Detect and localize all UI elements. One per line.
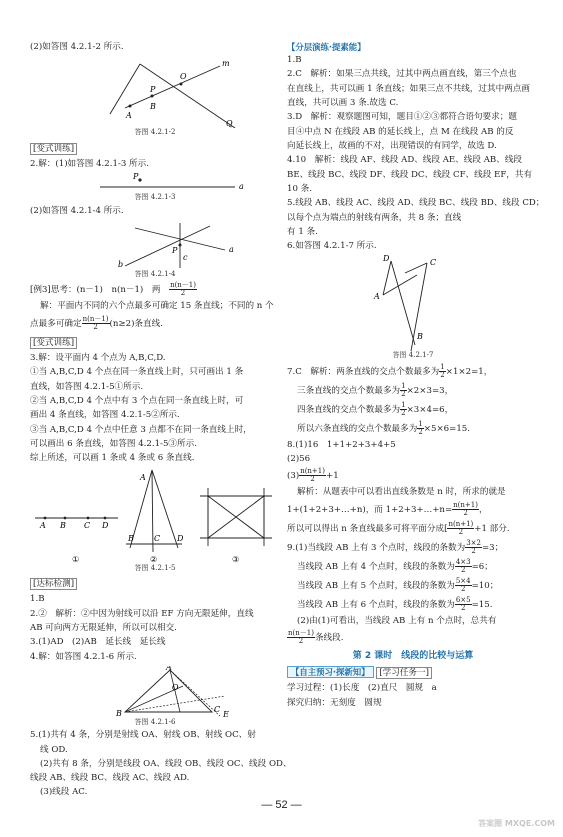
figure-label: P <box>172 246 178 256</box>
fraction: $\frac{5\times 4}{2}$ <box>455 576 471 593</box>
figure-label: E <box>223 709 229 718</box>
figure-label: O <box>172 682 179 692</box>
section-label: [学习任务一] <box>376 667 432 679</box>
figure-label: a <box>239 182 244 192</box>
fraction: $\frac{n(n+1)}{2}$ <box>300 467 325 484</box>
text-line: 当线段 AB 上有 5 个点时，线段的条数为 $\frac{5\times 4}{2}$ =10； <box>297 576 499 593</box>
fraction: $\frac{n(n+1)}{2}$ <box>448 519 474 536</box>
text-line: 可以画出 6 条直线，如答图 4.2.1-5③所示. <box>30 438 197 449</box>
fraction: $\frac{1}{2}$ <box>401 400 406 417</box>
figure-label: Q <box>226 119 233 129</box>
figure-label: C <box>84 520 91 530</box>
figure-number: ① <box>72 554 80 564</box>
figure-label: b <box>118 260 124 270</box>
text-line: 1+(1+2+3+…+n)，而 1+2+3+…+n= $\frac{n(n+1)}{2}$ ， <box>287 500 488 517</box>
text-line: 所以六条直线的交点个数最多为 $\frac{1}{2}$ ×5×6=15. <box>297 419 471 436</box>
text-line: 探究归纳：无刻度 圆规 <box>287 697 382 708</box>
figure-label: C <box>430 258 437 268</box>
fraction: $\frac{3\times 2}{2}$ <box>466 538 481 555</box>
figure-label: P <box>133 173 139 182</box>
text-line: (2)共有 8 条，分别是线段 OA、线段 OB、线段 OC、线段 OD、 <box>40 758 292 769</box>
text-line: (2)由(1)可看出，当线段 AB 上有 n 个点时，总共有 <box>297 615 497 626</box>
fraction: $\frac{4\times 3}{2}$ <box>455 557 471 574</box>
text-line: 学习过程：(1)长度 (2)直尺 圆规 a <box>287 683 437 694</box>
text-line: 线段 AB、线段 BC、线段 AC、线段 AD. <box>30 773 190 784</box>
text-line: 目④中点 N 在线段 AB 的延长线上，点 M 在线段 AB 的反 <box>287 126 514 137</box>
lesson-title: 第 2 课时 线段的比较与运算 <box>352 651 474 662</box>
section-header: 【自主预习·探新知】 <box>287 666 374 678</box>
fraction: $\frac{1}{2}$ <box>440 362 445 379</box>
text-line: BE、线段 BC、线段 DF、线段 DC、线段 CF、线段 EF，共有 <box>287 169 533 180</box>
fraction: $\frac{n(n-1)}{2}$ <box>82 314 109 331</box>
figure-4-2-1-2 <box>30 56 280 128</box>
fraction: $\frac{n(n+1)}{2}$ <box>453 500 478 517</box>
text-line: 解：平面内不同的六个点最多可确定 15 条直线；不同的 n 个 <box>40 301 274 312</box>
text-line: 8.(1)16 1+1+2+3+4+5 <box>287 439 396 450</box>
text-line: 7.C 解析：两条直线的交点个数最多为 $\frac{1}{2}$ ×1×2=1， <box>287 362 493 379</box>
text-line: 解析：从题表中可以看出直线条数是 n 时，所求的就是 <box>297 487 506 498</box>
text-line: 综上所述，可以画 1 条或 4 条或 6 条直线. <box>30 453 195 464</box>
text-line: 4.10 解析：线段 AF、线段 AD、线段 AE、线段 AB、线段 <box>287 155 523 166</box>
text-line: 10 条. <box>287 183 312 194</box>
figure-label: A <box>40 520 46 530</box>
figure-label: C <box>214 704 221 714</box>
figure-label: D <box>177 533 184 543</box>
figure-caption: 答图 4.2.1-6 <box>134 717 176 726</box>
figure-caption: 答图 4.2.1-3 <box>134 193 176 202</box>
figure-label: D <box>102 520 109 530</box>
figure-label: A <box>374 292 380 302</box>
figure-caption: 答图 4.2.1-2 <box>134 128 176 137</box>
figure-label: P <box>150 85 156 95</box>
figure-label: C <box>154 533 161 543</box>
watermark: 答案圈 MXQE.COM <box>478 819 555 829</box>
figure-4-2-1-3 <box>30 173 280 193</box>
text-line: 3.解：设平面内 4 个点为 A,B,C,D. <box>30 353 166 364</box>
fraction: $\frac{1}{2}$ <box>418 419 423 436</box>
text-line: ③当 A,B,C,D 4 个点中任意 3 点都不在同一条直线上时， <box>30 424 252 435</box>
text-line: 当线段 AB 上有 4 个点时，线段的条数为 $\frac{4\times 3}{2}$ =6； <box>297 557 493 574</box>
text-line: 画出 4 条直线，如答图 4.2.1-5②所示. <box>30 410 180 421</box>
fraction: $\frac{n(n-1)}{2}$ <box>170 281 196 298</box>
fraction: $\frac{1}{2}$ <box>401 381 406 398</box>
figure-4-2-1-4 <box>30 220 280 270</box>
figure-caption: 答图 4.2.1-7 <box>392 351 434 360</box>
text-line: 5.(1)共有 4 条，分别是射线 OA、射线 OB、射线 OC、射 <box>30 730 256 741</box>
figure-caption: 答图 4.2.1-4 <box>134 270 176 279</box>
section-label: [达标检测] <box>30 578 77 590</box>
section-label: [变式训练] <box>30 143 77 155</box>
text-line: 以每个点为端点的射线有两条，共 8 条；直线 <box>287 212 462 223</box>
text-line: 1.B <box>287 55 302 66</box>
left-column <box>30 42 292 802</box>
figure-label: a <box>229 245 234 255</box>
text-line: 2.解：(1)如答图 4.2.1-3 所示. <box>30 159 149 170</box>
figure-label: B <box>417 332 423 342</box>
fraction: $\frac{n(n-1)}{2}$ <box>288 629 314 646</box>
section-label: [变式训练] <box>30 337 77 349</box>
example-3-line: [例3]思考：(n－1) n(n－1) 两 $\frac{n(n-1)}{2}$ <box>30 281 196 298</box>
figure-label: A <box>166 665 172 672</box>
text-line: (2)56 <box>287 454 311 465</box>
text-line: 三条直线的交点个数最多为 $\frac{1}{2}$ ×2×3=3， <box>297 381 454 398</box>
text-line: 9.(1)当线段 AB 上有 3 个点时，线段的条数为 $\frac{3\times 2}{2}$ =3； <box>287 538 504 555</box>
text-line: (2)如答图 4.2.1-4 所示. <box>30 205 124 216</box>
figure-label: B <box>128 533 134 543</box>
figure-label: B <box>60 520 66 530</box>
text-line: 直线，共可以画 3 条.故选 C. <box>287 98 399 109</box>
text-line: 3.(1)AD (2)AB 延长线 延长线 <box>30 637 166 648</box>
figure-4-2-1-5 <box>30 468 280 564</box>
text-line: 四条直线的交点个数最多为 $\frac{1}{2}$ ×3×4=6， <box>297 400 454 417</box>
text-line: ①当 A,B,C,D 4 个点在同一条直线上时，只可画出 1 条 <box>30 367 244 378</box>
page-number: — 52 — <box>261 798 302 811</box>
text-line: (3) $\frac{n(n+1)}{2}$ +1 <box>287 467 339 484</box>
text-line: 1.B <box>30 594 45 605</box>
text-line: $\frac{n(n-1)}{2}$ 条线段. <box>288 629 344 646</box>
text-line: 所以可以得出 n 条直线最多可将平面分成[ $\frac{n(n+1)}{2}$ +1 部分. <box>287 519 510 536</box>
text-line: 线 OD. <box>40 744 68 755</box>
text-line: AB 可向两方无限延伸，所以可以相交. <box>30 622 177 633</box>
section-header: 【分层演练·提素能】 <box>287 42 366 52</box>
text-line: ②当 A,B,C,D 4 个点中有 3 个点在同一条直线上时，可 <box>30 395 244 406</box>
figure-label: B <box>116 708 122 718</box>
figure-label: O <box>180 72 187 82</box>
text-line: 4.解：如答图 4.2.1-6 所示. <box>30 651 137 662</box>
text-line: 3.D 解析：观察题图可知，题目①②③都符合语句要求；题 <box>287 112 517 123</box>
figure-label: A <box>140 472 146 482</box>
text-line: (3)线段 AC. <box>40 787 88 798</box>
text-line: 点最多可确定 $\frac{n(n-1)}{2}$ (n≥2)条直线. <box>30 314 163 331</box>
figure-number: ③ <box>232 554 240 564</box>
figure-4-2-1-7 <box>287 255 539 351</box>
text-line: 直线，如答图 4.2.1-5①所示. <box>30 381 144 392</box>
figure-label: c <box>183 253 188 263</box>
fraction: $\frac{6\times 5}{2}$ <box>455 595 471 612</box>
figure-label: A <box>126 111 132 121</box>
figure-4-2-1-6 <box>30 666 280 718</box>
figure-label: B <box>150 102 156 112</box>
text-line: 2.② 解析：②中因为射线可以沿 EF 方向无限延伸，直线 <box>30 608 254 619</box>
text-line: 2.C 解析：如果三点共线，过其中两点画直线，第三个点也 <box>287 69 517 80</box>
text-line: 6.如答图 4.2.1-7 所示. <box>287 241 377 252</box>
text-line: 在直线上，共可以画 1 条直线；如果三点不共线，过其中两点画 <box>287 83 530 94</box>
text-line: 有 1 条. <box>287 226 318 237</box>
figure-number: ② <box>150 554 158 564</box>
figure-label: D <box>383 255 390 264</box>
text-line: 当线段 AB 上有 6 个点时，线段的条数为 $\frac{6\times 5}{2}$ =15. <box>297 595 493 612</box>
figure-caption: 答图 4.2.1-5 <box>134 563 176 572</box>
text-line: 向延长线上，故画的不对，出现错误的有同学，故选 D. <box>287 140 497 151</box>
text-line: (2)如答图 4.2.1-2 所示. <box>30 42 124 52</box>
figure-label: m <box>222 59 230 69</box>
right-column <box>287 42 545 712</box>
text-line: 5.线段 AB、线段 AC、线段 AD、线段 BC、线段 BD、线段 CD； <box>287 198 545 209</box>
